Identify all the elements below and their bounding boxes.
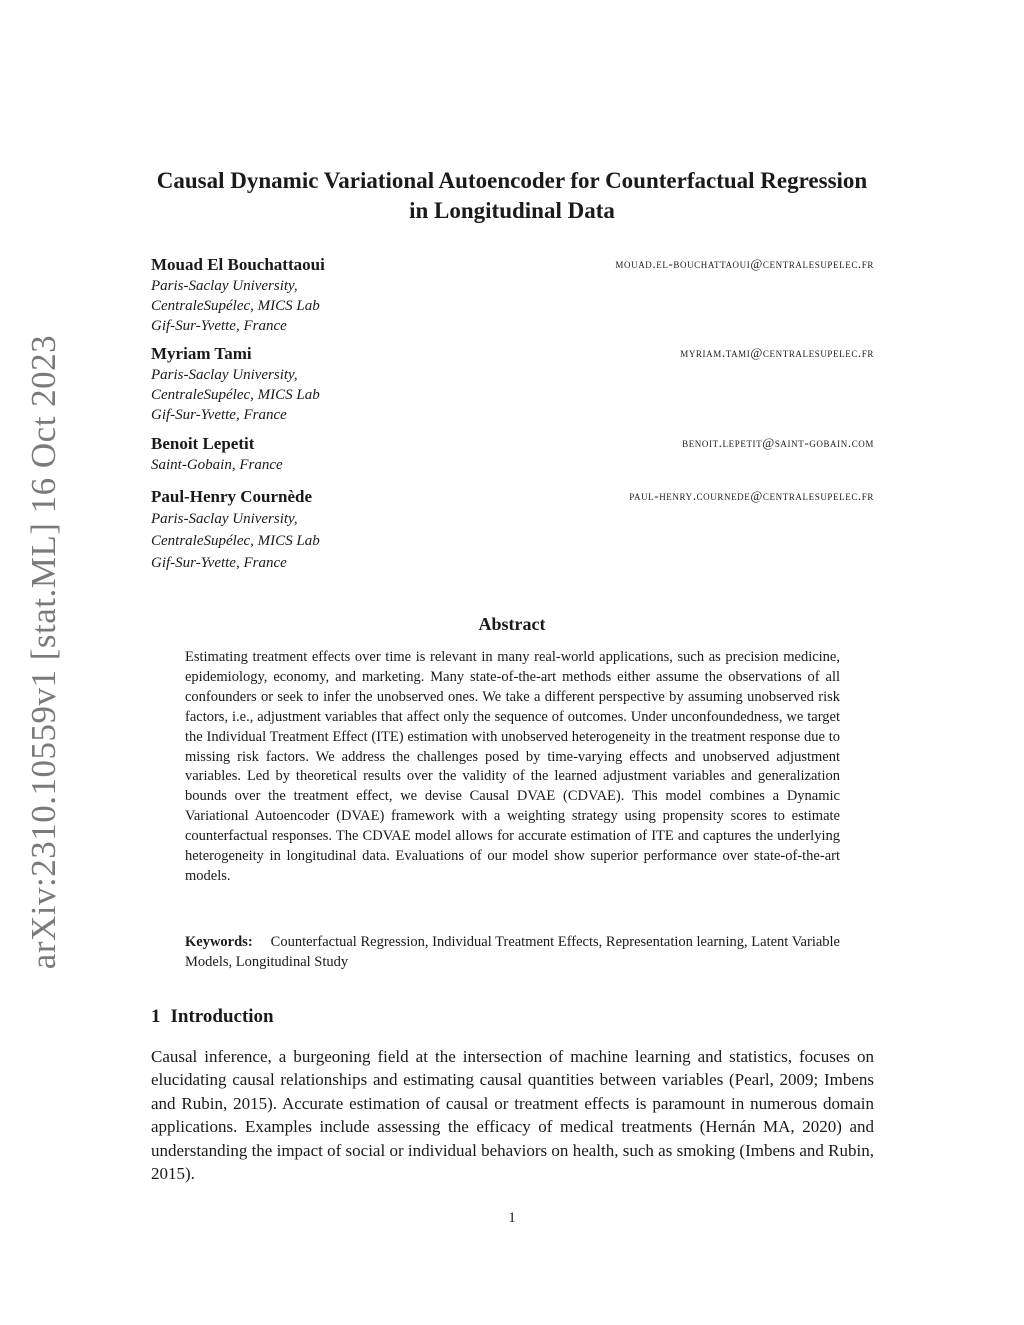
author-block bbox=[151, 343, 874, 425]
author-affiliation-line: CentraleSupélec, MICS Lab bbox=[151, 533, 320, 549]
author-affiliation-line: Paris-Saclay University, bbox=[151, 278, 298, 294]
author-email: mouad.el-bouchattaoui@centralesupelec.fr bbox=[615, 256, 874, 271]
author-email: paul-henry.cournede@centralesupelec.fr bbox=[629, 488, 874, 503]
arxiv-stamp: arXiv:2310.10559v1 [stat.ML] 16 Oct 2023 bbox=[24, 334, 63, 970]
author-affiliation-line: Paris-Saclay University, bbox=[151, 367, 298, 383]
author-affiliation-line: Gif-Sur-Yvette, France bbox=[151, 555, 287, 571]
author-name: Benoit Lepetit bbox=[151, 434, 255, 453]
author-block bbox=[151, 254, 874, 336]
section-heading bbox=[151, 1006, 274, 1028]
page-number: 1 bbox=[508, 1210, 516, 1226]
abstract-body: Estimating treatment effects over time is relevant in many real-world applications, such as precision medicine, epidemiology, economy, and marketing. Many state-of-the-art methods either assume the observations of all confounders or seek to infer the unobserved ones. We take a different perspective by assuming unobserved risk factors, i.e., adjustment variables that affect only the sequence of outcomes. Under unconfoundedness, we target the Individual Treatment Effect (ITE) estimation with unobserved heterogeneity in the treatment response due to missing risk factors. We address the challenges posed by time-varying effects and unobserved adjustment variables. Led by theoretical results over the validity of the learned adjustment variables and generalization bounds over the treatment effect, we devise Causal DVAE (CDVAE). This model combines a Dynamic Variational Autoencoder (DVAE) framework with a weighting strategy using propensity scores to estimate counterfactual responses. The CDVAE model allows for accurate estimation of ITE and captures the underlying heterogeneity in longitudinal data. Evaluations of our model show superior performance over state-of-the-art models. bbox=[185, 649, 840, 884]
author-affiliation-line: CentraleSupélec, MICS Lab bbox=[151, 298, 320, 314]
author-affiliation-line: Saint-Gobain, France bbox=[151, 457, 283, 473]
author-affiliation-line: Gif-Sur-Yvette, France bbox=[151, 407, 287, 423]
keywords-text: Counterfactual Regression, Individual Treatment Effects, Representation learning, Latent Variable Models, Longitudinal Study bbox=[185, 934, 840, 970]
section-number: 1 bbox=[151, 1006, 161, 1027]
section-title: Introduction bbox=[170, 1006, 274, 1027]
author-affiliation-line: Paris-Saclay University, bbox=[151, 511, 298, 527]
author-name: Paul-Henry Cournède bbox=[151, 487, 313, 506]
author-block bbox=[151, 433, 874, 475]
author-affiliation-line: Gif-Sur-Yvette, France bbox=[151, 318, 287, 334]
author-affiliation-line: CentraleSupélec, MICS Lab bbox=[151, 387, 320, 403]
author-name: Myriam Tami bbox=[151, 344, 252, 363]
abstract-heading: Abstract bbox=[478, 614, 546, 634]
paper-title: Causal Dynamic Variational Autoencoder for Counterfactual Regression in Longitudinal Data bbox=[156, 168, 868, 223]
author-block bbox=[151, 486, 874, 574]
author-email: myriam.tami@centralesupelec.fr bbox=[680, 345, 874, 360]
keywords-label: Keywords: bbox=[185, 934, 253, 950]
author-email: benoit.lepetit@saint-gobain.com bbox=[682, 435, 874, 450]
introduction-paragraph: Causal inference, a burgeoning field at the intersection of machine learning and statistics, focuses on elucidating causal relationships and estimating causal quantities between variables (Pearl, 2009; Imbens and Rubin, 2015). Accurate estimation of causal or treatment effects is paramount in numerous domain applications. Examples include assessing the efficacy of medical treatments (Hernán MA, 2020) and understanding the impact of social or individual behaviors on health, such as smoking (Imbens and Rubin, 2015). bbox=[151, 1047, 874, 1184]
author-name: Mouad El Bouchattaoui bbox=[151, 255, 325, 274]
keywords bbox=[185, 932, 840, 972]
